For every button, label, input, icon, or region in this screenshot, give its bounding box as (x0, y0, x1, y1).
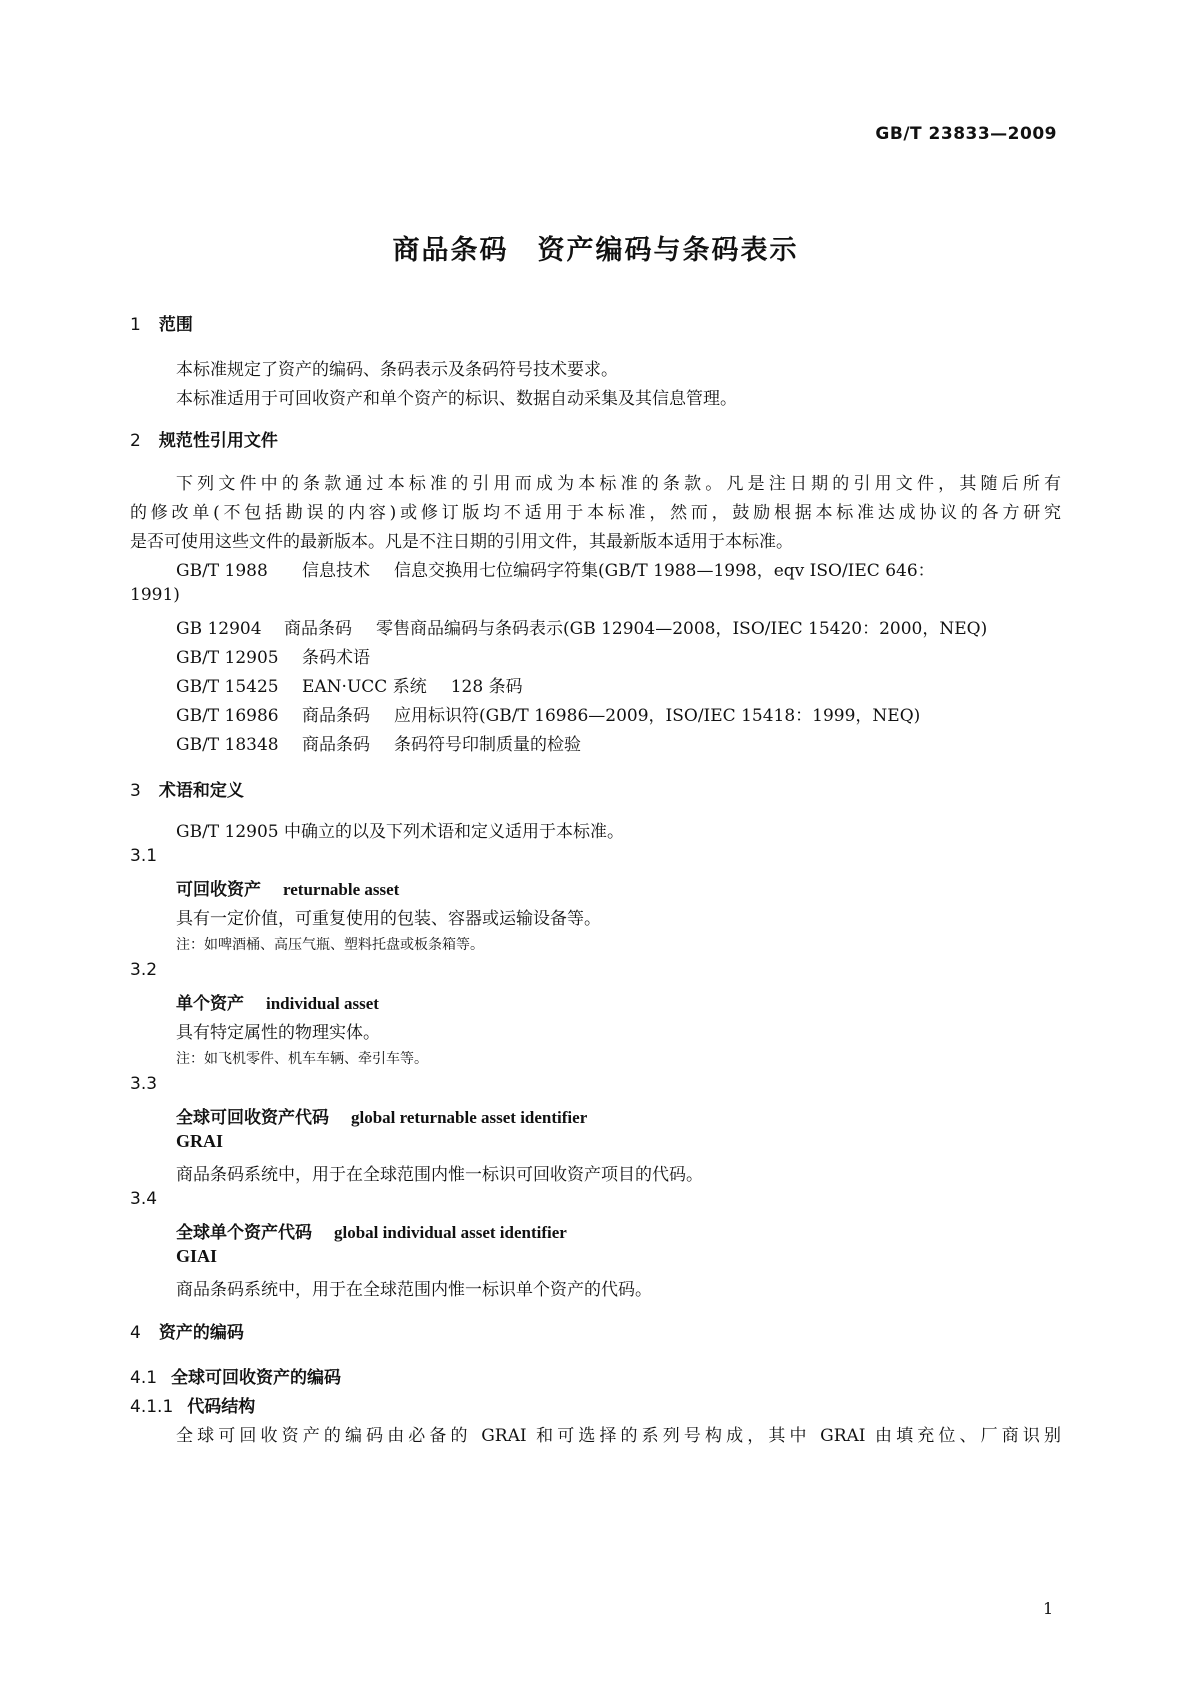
paragraph: 本标准适用于可回收资产和单个资产的标识、数据自动采集及其信息管理。 (176, 389, 737, 409)
reference-title: 条码术语 (302, 648, 370, 668)
section-number: 1 (130, 315, 141, 335)
section-number: 3 (130, 781, 141, 801)
term-en: global returnable asset identifier (351, 1108, 588, 1127)
reference-subtitle: 零售商品编码与条码表示(GB 12904—2008，ISO/IEC 15420：2000，NEQ) (376, 619, 988, 639)
reference-subtitle: 条码符号印制质量的检验 (394, 735, 581, 755)
reference-title: EAN·UCC 系统 (302, 677, 427, 697)
reference-code: GB/T 12905 (176, 648, 279, 668)
subsection-4-1-heading (130, 1363, 341, 1388)
section-2-heading (130, 426, 278, 451)
reference-continuation: 1991) (130, 585, 180, 605)
term-en: individual asset (266, 994, 379, 1013)
term-definition: 商品条码系统中，用于在全球范围内惟一标识单个资产的代码。 (176, 1280, 652, 1300)
reference-subtitle: 应用标识符(GB/T 16986—2009，ISO/IEC 15418：1999，NEQ) (394, 706, 921, 726)
term-abbreviation: GIAI (176, 1246, 218, 1266)
section-title: 规范性引用文件 (158, 431, 278, 451)
term-number: 3.3 (130, 1074, 158, 1094)
reference-item (176, 672, 523, 697)
term-number: 3.4 (130, 1189, 158, 1209)
section-title: 术语和定义 (158, 781, 244, 801)
term-heading (176, 1103, 587, 1128)
reference-item (176, 730, 581, 755)
paragraph-line: 下列文件中的条款通过本标准的引用而成为本标准的条款。凡是注日期的引用文件，其随后所有 (176, 474, 1061, 494)
reference-title: 商品条码 (302, 706, 370, 726)
term-zh: 可回收资产 (176, 880, 261, 900)
paragraph-line: 是否可使用这些文件的最新版本。凡是不注日期的引用文件，其最新版本适用于本标准。 (130, 532, 793, 552)
reference-code: GB/T 18348 (176, 735, 279, 755)
term-heading (176, 875, 399, 900)
term-heading (176, 989, 379, 1014)
standard-number: GB/T 23833—2009 (875, 124, 1057, 144)
term-definition: 具有一定价值，可重复使用的包装、容器或运输设备等。 (176, 909, 601, 929)
paragraph-line: 全球可回收资产的编码由必备的 GRAI 和可选择的系列号构成，其中 GRAI 由填充位、厂商识别 (176, 1426, 1061, 1446)
section-number: 4 (130, 1323, 141, 1343)
term-note: 注：如飞机零件、机车车辆、牵引车等。 (176, 1051, 428, 1067)
term-heading (176, 1218, 567, 1243)
section-number: 4.1.1 (130, 1397, 174, 1417)
section-title: 资产的编码 (158, 1323, 244, 1343)
paragraph-line: 的修改单(不包括勘误的内容)或修订版均不适用于本标准，然而，鼓励根据本标准达成协议的各方研究 (130, 503, 1061, 523)
section-1-heading (130, 310, 193, 335)
section-title: 代码结构 (187, 1397, 256, 1417)
reference-code: GB 12904 (176, 619, 262, 639)
section-title: 全球可回收资产的编码 (171, 1368, 342, 1388)
term-definition: 具有特定属性的物理实体。 (176, 1023, 380, 1043)
section-number: 2 (130, 431, 141, 451)
page-number: 1 (1043, 1599, 1054, 1618)
term-abbreviation: GRAI (176, 1131, 224, 1151)
subsection-4-1-1-heading (130, 1392, 255, 1417)
term-number: 3.2 (130, 960, 158, 980)
paragraph: GB/T 12905 中确立的以及下列术语和定义适用于本标准。 (176, 822, 625, 842)
term-zh: 单个资产 (176, 994, 244, 1014)
term-number: 3.1 (130, 846, 158, 866)
reference-item (176, 614, 987, 639)
reference-subtitle: 128 条码 (450, 677, 523, 697)
section-4-heading (130, 1318, 244, 1343)
reference-code: GB/T 16986 (176, 706, 279, 726)
term-zh: 全球可回收资产代码 (176, 1108, 329, 1128)
term-note: 注：如啤酒桶、高压气瓶、塑料托盘或板条箱等。 (176, 937, 484, 953)
term-zh: 全球单个资产代码 (176, 1223, 312, 1243)
reference-code: GB/T 15425 (176, 677, 279, 697)
paragraph: 本标准规定了资产的编码、条码表示及条码符号技术要求。 (176, 360, 618, 380)
reference-subtitle: 信息交换用七位编码字符集(GB/T 1988—1998，eqv ISO/IEC 646： (394, 561, 935, 581)
section-3-heading (130, 776, 244, 801)
section-title: 范围 (158, 315, 193, 335)
reference-title: 商品条码 (302, 735, 370, 755)
reference-title: 商品条码 (284, 619, 352, 639)
section-number: 4.1 (130, 1368, 158, 1388)
term-en: returnable asset (283, 880, 400, 899)
reference-item (176, 556, 935, 581)
term-en: global individual asset identifier (334, 1223, 567, 1242)
term-definition: 商品条码系统中，用于在全球范围内惟一标识可回收资产项目的代码。 (176, 1165, 703, 1185)
reference-item (176, 701, 920, 726)
reference-title: 信息技术 (302, 561, 370, 581)
document-title: 商品条码 资产编码与条码表示 (392, 235, 799, 266)
reference-code: GB/T 1988 (176, 561, 268, 581)
reference-item (176, 643, 370, 668)
